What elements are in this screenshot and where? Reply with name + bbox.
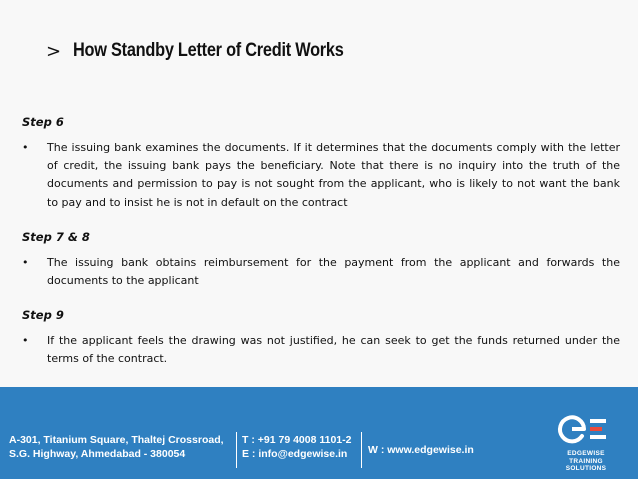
bullet-text: The issuing bank examines the documents. If it determines that the documents comply with the letter of credit, the issuing bank pays the beneficiary. Note that there is no inquiry into the truth of the documents and permission to pay is not sought from the applicant, who is likely to not want the bank to pay and to insist he is not in default on the contract [47, 141, 620, 209]
bullet-icon: • [22, 255, 29, 269]
step-heading: Step 7 & 8 [22, 229, 90, 244]
step-heading: Step 6 [22, 115, 64, 129]
website-link[interactable]: W : www.edgewise.in [368, 444, 474, 456]
email-link[interactable]: E : info@edgewise.in [242, 448, 348, 460]
title-row [46, 36, 388, 66]
bullet-item [20, 332, 620, 368]
company-logo [540, 409, 632, 475]
bullet-icon: • [22, 334, 29, 348]
address-line: S.G. Highway, Ahmedabad - 380054 [9, 448, 186, 460]
footer-divider [361, 432, 362, 468]
edgewise-logo-icon [556, 409, 616, 449]
logo-wordmark: EDGEWISE TRAINING SOLUTIONS [565, 450, 607, 472]
chevron-right-icon: > [46, 40, 62, 62]
footer-address [9, 433, 224, 461]
bullet-icon: • [22, 141, 29, 154]
slide-content [20, 113, 620, 369]
step-heading: Step 9 [22, 308, 64, 323]
bullet-item [20, 139, 620, 212]
slide-title: How Standby Letter of Credit Works [73, 40, 344, 61]
address-line: A-301, Titanium Square, Thaltej Crossroad, [9, 434, 224, 446]
phone-text: T : +91 79 4008 1101-2 [242, 434, 352, 446]
bullet-text: If the applicant feels the drawing was not justified, he can seek to get the funds returned under the terms of the contract. [47, 334, 620, 366]
footer-divider [236, 432, 237, 468]
footer-contact [242, 433, 351, 461]
bullet-item [20, 254, 620, 290]
bullet-text: The issuing bank obtains reimbursement for the payment from the applicant and forwards the documents to the applicant [47, 255, 620, 288]
